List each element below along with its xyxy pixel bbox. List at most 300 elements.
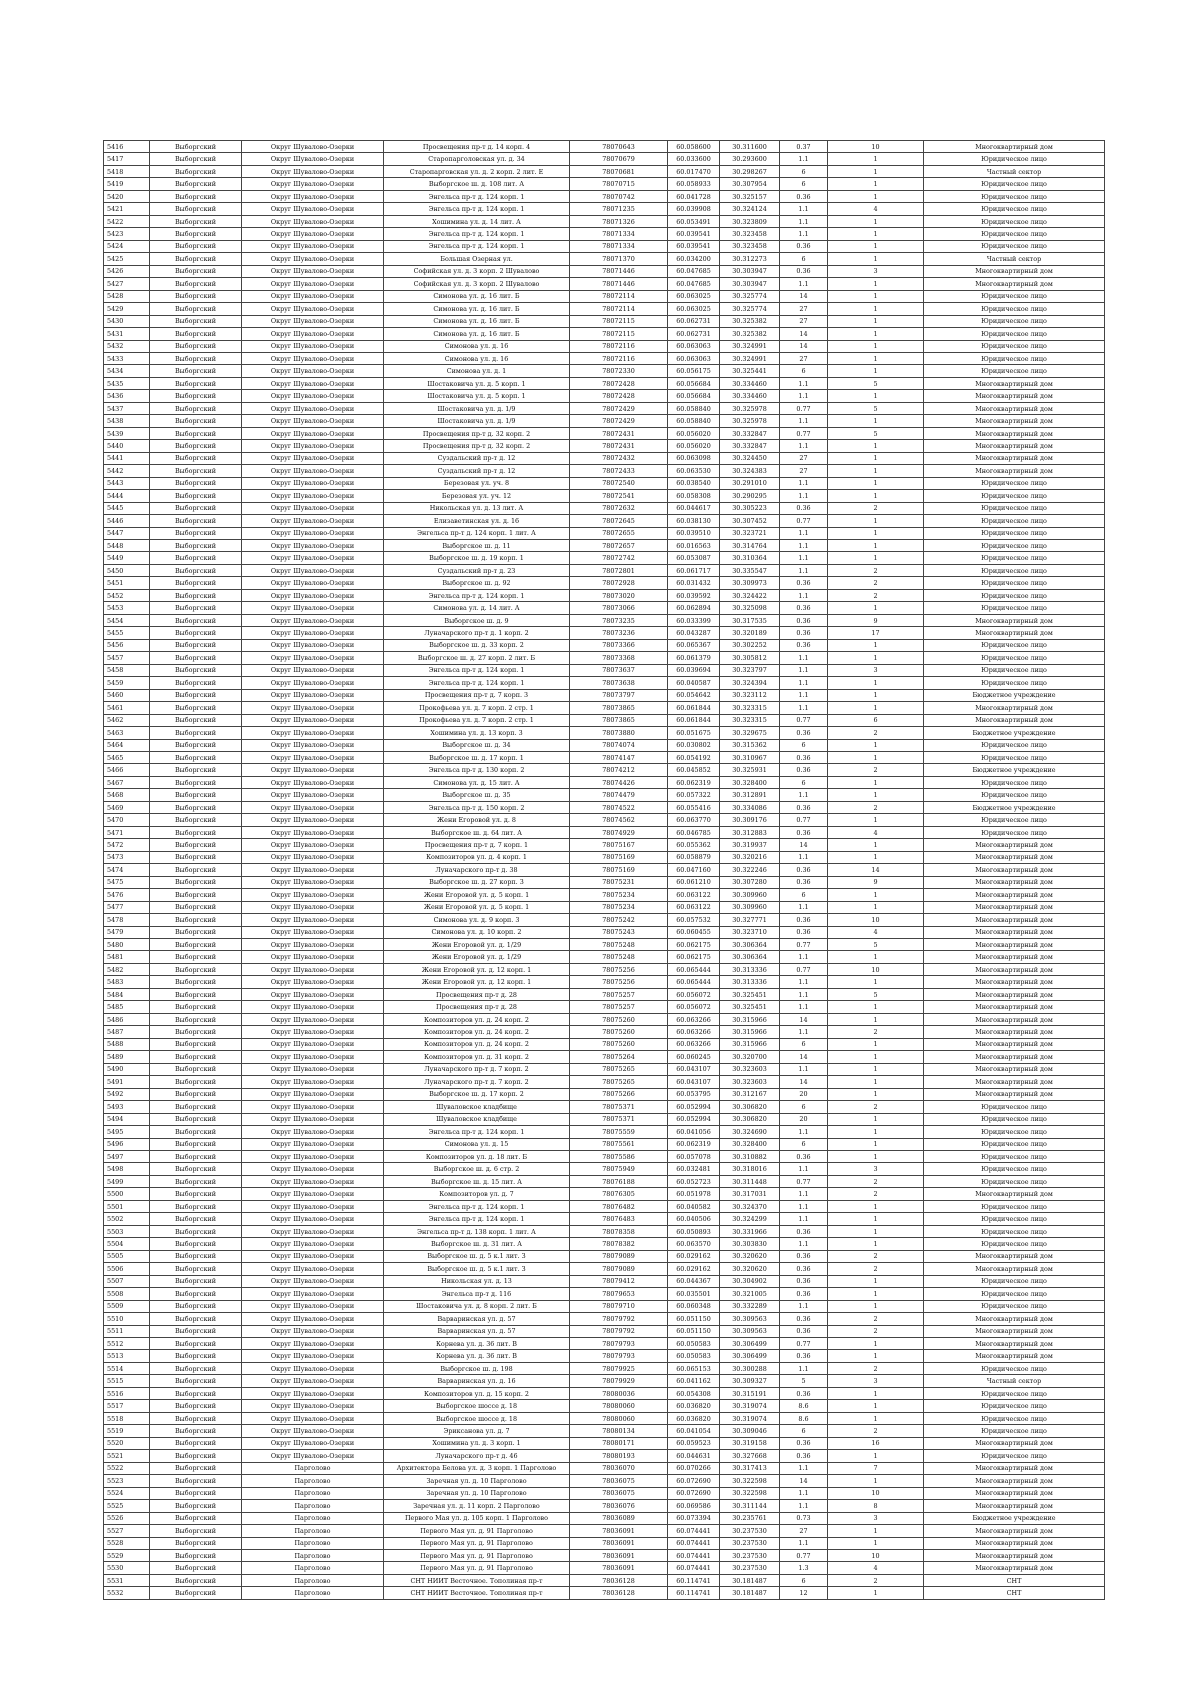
cell-district: Выборгский: [150, 1437, 242, 1449]
cell-district: Выборгский: [150, 1574, 242, 1586]
cell-latitude: 60.016563: [668, 540, 720, 552]
cell-object-code: 78036075: [570, 1475, 668, 1487]
cell-object-code: 78036091: [570, 1549, 668, 1561]
cell-consumer-type: Юридическое лицо: [924, 1225, 1105, 1237]
cell-latitude: 60.114741: [668, 1574, 720, 1586]
data-table: [103, 140, 1105, 1600]
cell-district: Выборгский: [150, 452, 242, 464]
cell-consumer-type: Многоквартирный дом: [924, 1051, 1105, 1063]
cell-district: Выборгский: [150, 1038, 242, 1050]
cell-consumer-type: Многоквартирный дом: [924, 1088, 1105, 1100]
cell-address: Энгельса пр-т д. 124 корп. 1: [384, 1200, 570, 1212]
cell-object-code: 78075586: [570, 1150, 668, 1162]
table-row: [104, 303, 1105, 315]
cell-address: Выборгское шоссе д. 18: [384, 1412, 570, 1424]
cell-latitude: 60.041728: [668, 190, 720, 202]
table-row: [104, 702, 1105, 714]
cell-district: Выборгский: [150, 203, 242, 215]
cell-object-code: 78072632: [570, 502, 668, 514]
cell-address: Варваринская ул. д. 16: [384, 1375, 570, 1387]
cell-latitude: 60.061717: [668, 564, 720, 576]
cell-row-number: 5475: [104, 876, 150, 888]
cell-municipality: Округ Шувалово-Озерки: [242, 652, 384, 664]
cell-municipality: Округ Шувалово-Озерки: [242, 1362, 384, 1374]
cell-power-value: 0.36: [780, 826, 828, 838]
cell-latitude: 60.057322: [668, 789, 720, 801]
cell-object-code: 78036075: [570, 1487, 668, 1499]
cell-consumer-type: Юридическое лицо: [924, 515, 1105, 527]
cell-object-code: 78072330: [570, 365, 668, 377]
cell-latitude: 60.029162: [668, 1263, 720, 1275]
cell-object-code: 78080171: [570, 1437, 668, 1449]
cell-consumer-type: Многоквартирный дом: [924, 1001, 1105, 1013]
cell-row-number: 5500: [104, 1188, 150, 1200]
table-row: [104, 614, 1105, 626]
cell-count: 1: [828, 839, 924, 851]
cell-district: Выборгский: [150, 402, 242, 414]
cell-longitude: 30.315966: [720, 1026, 780, 1038]
table-row: [104, 1313, 1105, 1325]
cell-longitude: 30.304902: [720, 1275, 780, 1287]
cell-longitude: 30.320216: [720, 851, 780, 863]
cell-municipality: Округ Шувалово-Озерки: [242, 814, 384, 826]
cell-longitude: 30.315191: [720, 1387, 780, 1399]
cell-address: Луначарского пр-т д. 7 корп. 2: [384, 1076, 570, 1088]
cell-row-number: 5436: [104, 390, 150, 402]
cell-consumer-type: Юридическое лицо: [924, 1412, 1105, 1424]
cell-municipality: Округ Шувалово-Озерки: [242, 951, 384, 963]
cell-power-value: 1.1: [780, 702, 828, 714]
cell-longitude: 30.323797: [720, 664, 780, 676]
cell-object-code: 78075257: [570, 988, 668, 1000]
cell-longitude: 30.324450: [720, 452, 780, 464]
cell-row-number: 5422: [104, 215, 150, 227]
cell-object-code: 78074212: [570, 764, 668, 776]
cell-row-number: 5445: [104, 502, 150, 514]
cell-count: 2: [828, 1188, 924, 1200]
cell-longitude: 30.319158: [720, 1437, 780, 1449]
cell-power-value: 0.36: [780, 801, 828, 813]
table-row: [104, 1387, 1105, 1399]
cell-count: 5: [828, 939, 924, 951]
cell-municipality: Парголово: [242, 1512, 384, 1524]
cell-address: Прокофьева ул. д. 7 корп. 2 стр. 1: [384, 714, 570, 726]
cell-latitude: 60.069586: [668, 1500, 720, 1512]
cell-consumer-type: Многоквартирный дом: [924, 1500, 1105, 1512]
cell-municipality: Округ Шувалово-Озерки: [242, 976, 384, 988]
cell-count: 1: [828, 901, 924, 913]
cell-address: Суздальский пр-т д. 12: [384, 452, 570, 464]
cell-address: Первого Мая ул. д. 91 Парголово: [384, 1537, 570, 1549]
cell-consumer-type: Юридическое лицо: [924, 776, 1105, 788]
cell-longitude: 30.334460: [720, 377, 780, 389]
cell-power-value: 1.1: [780, 215, 828, 227]
cell-object-code: 78075231: [570, 876, 668, 888]
cell-municipality: Округ Шувалово-Озерки: [242, 739, 384, 751]
table-row: [104, 951, 1105, 963]
cell-longitude: 30.237530: [720, 1525, 780, 1537]
table-row: [104, 365, 1105, 377]
cell-row-number: 5427: [104, 278, 150, 290]
cell-consumer-type: Юридическое лицо: [924, 577, 1105, 589]
cell-power-value: 1.1: [780, 988, 828, 1000]
cell-latitude: 60.060348: [668, 1300, 720, 1312]
cell-row-number: 5437: [104, 402, 150, 414]
cell-municipality: Округ Шувалово-Озерки: [242, 552, 384, 564]
cell-district: Выборгский: [150, 889, 242, 901]
table-row: [104, 1500, 1105, 1512]
cell-consumer-type: Многоквартирный дом: [924, 1549, 1105, 1561]
cell-address: Энгельса пр-т д. 124 корп. 1: [384, 1126, 570, 1138]
cell-longitude: 30.323458: [720, 228, 780, 240]
cell-count: 14: [828, 864, 924, 876]
cell-object-code: 78070715: [570, 178, 668, 190]
table-row: [104, 1088, 1105, 1100]
cell-power-value: 8.6: [780, 1412, 828, 1424]
cell-municipality: Округ Шувалово-Озерки: [242, 540, 384, 552]
cell-count: 4: [828, 1562, 924, 1574]
cell-power-value: 0.36: [780, 639, 828, 651]
cell-latitude: 60.039694: [668, 664, 720, 676]
table-row: [104, 1101, 1105, 1113]
cell-address: Первого Мая ул. д. 91 Парголово: [384, 1525, 570, 1537]
cell-district: Выборгский: [150, 141, 242, 153]
table-row: [104, 851, 1105, 863]
cell-municipality: Округ Шувалово-Озерки: [242, 1412, 384, 1424]
cell-municipality: Округ Шувалово-Озерки: [242, 1163, 384, 1175]
cell-district: Выборгский: [150, 614, 242, 626]
cell-row-number: 5499: [104, 1175, 150, 1187]
cell-count: 10: [828, 963, 924, 975]
cell-power-value: 0.77: [780, 427, 828, 439]
cell-power-value: 1.1: [780, 552, 828, 564]
cell-consumer-type: Многоквартирный дом: [924, 1437, 1105, 1449]
cell-row-number: 5494: [104, 1113, 150, 1125]
cell-municipality: Округ Шувалово-Озерки: [242, 1200, 384, 1212]
cell-power-value: 0.36: [780, 1263, 828, 1275]
cell-object-code: 78079925: [570, 1362, 668, 1374]
cell-address: Симонова ул. д. 1: [384, 365, 570, 377]
cell-count: 1: [828, 702, 924, 714]
cell-power-value: 0.36: [780, 1250, 828, 1262]
cell-row-number: 5509: [104, 1300, 150, 1312]
cell-address: Композиторов ул. д. 24 корп. 2: [384, 1026, 570, 1038]
cell-count: 1: [828, 390, 924, 402]
cell-row-number: 5526: [104, 1512, 150, 1524]
cell-address: Выборгское ш. д. 5 к.1 лит. З: [384, 1263, 570, 1275]
cell-count: 1: [828, 303, 924, 315]
cell-longitude: 30.324299: [720, 1213, 780, 1225]
cell-address: Просвещения пр-т д. 32 корп. 2: [384, 427, 570, 439]
cell-longitude: 30.324394: [720, 677, 780, 689]
cell-consumer-type: Многоквартирный дом: [924, 889, 1105, 901]
cell-count: 10: [828, 1549, 924, 1561]
table-row: [104, 1001, 1105, 1013]
cell-latitude: 60.056072: [668, 1001, 720, 1013]
table-row: [104, 527, 1105, 539]
cell-address: Жени Егоровой ул. д. 8: [384, 814, 570, 826]
cell-power-value: 1.1: [780, 589, 828, 601]
cell-longitude: 30.323710: [720, 926, 780, 938]
cell-district: Выборгский: [150, 764, 242, 776]
cell-count: 1: [828, 1338, 924, 1350]
table-row: [104, 253, 1105, 265]
cell-latitude: 60.033600: [668, 153, 720, 165]
cell-power-value: 1.1: [780, 652, 828, 664]
cell-object-code: 78075248: [570, 939, 668, 951]
cell-consumer-type: Юридическое лицо: [924, 1126, 1105, 1138]
cell-object-code: 78075169: [570, 864, 668, 876]
cell-power-value: 0.77: [780, 1338, 828, 1350]
cell-latitude: 60.060245: [668, 1051, 720, 1063]
table-row: [104, 1587, 1105, 1599]
cell-object-code: 78073366: [570, 639, 668, 651]
cell-municipality: Округ Шувалово-Озерки: [242, 178, 384, 190]
cell-municipality: Округ Шувалово-Озерки: [242, 1325, 384, 1337]
cell-latitude: 60.063063: [668, 340, 720, 352]
cell-municipality: Округ Шувалово-Озерки: [242, 1026, 384, 1038]
table-row: [104, 278, 1105, 290]
cell-row-number: 5507: [104, 1275, 150, 1287]
cell-power-value: 0.77: [780, 402, 828, 414]
cell-longitude: 30.307954: [720, 178, 780, 190]
cell-power-value: 0.36: [780, 1225, 828, 1237]
cell-longitude: 30.309960: [720, 901, 780, 913]
cell-municipality: Округ Шувалово-Озерки: [242, 1338, 384, 1350]
table-row: [104, 627, 1105, 639]
cell-municipality: Округ Шувалово-Озерки: [242, 240, 384, 252]
cell-row-number: 5429: [104, 303, 150, 315]
cell-count: 2: [828, 1263, 924, 1275]
table-row: [104, 328, 1105, 340]
cell-latitude: 60.058600: [668, 141, 720, 153]
cell-object-code: 78036076: [570, 1500, 668, 1512]
cell-district: Выборгский: [150, 664, 242, 676]
cell-municipality: Округ Шувалово-Озерки: [242, 963, 384, 975]
cell-power-value: 0.36: [780, 190, 828, 202]
cell-municipality: Округ Шувалово-Озерки: [242, 440, 384, 452]
cell-object-code: 78074522: [570, 801, 668, 813]
cell-row-number: 5479: [104, 926, 150, 938]
cell-latitude: 60.054192: [668, 751, 720, 763]
cell-object-code: 78074426: [570, 776, 668, 788]
cell-row-number: 5521: [104, 1450, 150, 1462]
table-row: [104, 1400, 1105, 1412]
cell-municipality: Округ Шувалово-Озерки: [242, 490, 384, 502]
cell-address: Выборгское ш. д. 27 корп. 3: [384, 876, 570, 888]
cell-district: Выборгский: [150, 253, 242, 265]
table-row: [104, 1475, 1105, 1487]
cell-district: Выборгский: [150, 515, 242, 527]
cell-count: 1: [828, 328, 924, 340]
cell-district: Выборгский: [150, 1400, 242, 1412]
cell-count: 1: [828, 515, 924, 527]
table-row: [104, 228, 1105, 240]
cell-longitude: 30.324124: [720, 203, 780, 215]
cell-row-number: 5419: [104, 178, 150, 190]
cell-longitude: 30.306364: [720, 951, 780, 963]
cell-count: 1: [828, 527, 924, 539]
cell-object-code: 78072540: [570, 477, 668, 489]
cell-latitude: 60.039592: [668, 589, 720, 601]
cell-row-number: 5457: [104, 652, 150, 664]
cell-latitude: 60.062175: [668, 951, 720, 963]
cell-district: Выборгский: [150, 1350, 242, 1362]
cell-object-code: 78080193: [570, 1450, 668, 1462]
cell-object-code: 78076188: [570, 1175, 668, 1187]
cell-longitude: 30.329675: [720, 727, 780, 739]
table-row: [104, 1338, 1105, 1350]
table-row: [104, 1375, 1105, 1387]
cell-count: 1: [828, 215, 924, 227]
cell-municipality: Округ Шувалово-Озерки: [242, 1126, 384, 1138]
cell-row-number: 5438: [104, 415, 150, 427]
cell-longitude: 30.325098: [720, 602, 780, 614]
cell-address: Старопарговская ул. д. 2 корп. 2 лит. Е: [384, 165, 570, 177]
cell-object-code: 78036089: [570, 1512, 668, 1524]
cell-count: 6: [828, 714, 924, 726]
cell-object-code: 78073865: [570, 702, 668, 714]
table-row: [104, 602, 1105, 614]
table-row: [104, 727, 1105, 739]
cell-count: 1: [828, 1150, 924, 1162]
cell-row-number: 5483: [104, 976, 150, 988]
cell-count: 1: [828, 639, 924, 651]
cell-power-value: 1.1: [780, 1462, 828, 1474]
cell-row-number: 5481: [104, 951, 150, 963]
cell-count: 1: [828, 165, 924, 177]
cell-object-code: 78073797: [570, 689, 668, 701]
cell-latitude: 60.063025: [668, 290, 720, 302]
cell-object-code: 78079710: [570, 1300, 668, 1312]
table-row: [104, 352, 1105, 364]
cell-latitude: 60.062894: [668, 602, 720, 614]
cell-longitude: 30.323315: [720, 714, 780, 726]
cell-consumer-type: Юридическое лицо: [924, 789, 1105, 801]
cell-latitude: 60.053491: [668, 215, 720, 227]
cell-count: 10: [828, 914, 924, 926]
cell-object-code: 78036091: [570, 1537, 668, 1549]
cell-count: 4: [828, 826, 924, 838]
cell-power-value: 1.1: [780, 1063, 828, 1075]
cell-longitude: 30.309176: [720, 814, 780, 826]
cell-address: Просвещения пр-т д. 28: [384, 1001, 570, 1013]
cell-count: 1: [828, 552, 924, 564]
cell-municipality: Округ Шувалово-Озерки: [242, 1101, 384, 1113]
cell-power-value: 0.36: [780, 577, 828, 589]
table-row: [104, 390, 1105, 402]
table-row: [104, 402, 1105, 414]
cell-consumer-type: Юридическое лицо: [924, 1163, 1105, 1175]
cell-latitude: 60.041054: [668, 1425, 720, 1437]
cell-consumer-type: Многоквартирный дом: [924, 390, 1105, 402]
cell-latitude: 60.073394: [668, 1512, 720, 1524]
cell-count: 1: [828, 278, 924, 290]
cell-latitude: 60.046785: [668, 826, 720, 838]
cell-district: Выборгский: [150, 1487, 242, 1499]
cell-power-value: 6: [780, 1038, 828, 1050]
cell-longitude: 30.311448: [720, 1175, 780, 1187]
cell-count: 1: [828, 1238, 924, 1250]
cell-object-code: 78072115: [570, 315, 668, 327]
table-row: [104, 963, 1105, 975]
cell-power-value: 0.36: [780, 864, 828, 876]
cell-consumer-type: Многоквартирный дом: [924, 1313, 1105, 1325]
cell-district: Выборгский: [150, 1412, 242, 1424]
cell-power-value: 5: [780, 1375, 828, 1387]
cell-municipality: Округ Шувалово-Озерки: [242, 328, 384, 340]
cell-address: Шуваловское кладбище: [384, 1101, 570, 1113]
cell-address: Симонова ул. д. 16: [384, 352, 570, 364]
cell-municipality: Округ Шувалово-Озерки: [242, 939, 384, 951]
cell-district: Выборгский: [150, 1013, 242, 1025]
table-row: [104, 677, 1105, 689]
cell-address: Энгельса пр-т д. 124 корп. 1: [384, 203, 570, 215]
cell-district: Выборгский: [150, 303, 242, 315]
table-row: [104, 926, 1105, 938]
cell-municipality: Округ Шувалово-Озерки: [242, 1051, 384, 1063]
cell-district: Выборгский: [150, 851, 242, 863]
cell-row-number: 5495: [104, 1126, 150, 1138]
cell-municipality: Округ Шувалово-Озерки: [242, 577, 384, 589]
cell-latitude: 60.051675: [668, 727, 720, 739]
cell-latitude: 60.063266: [668, 1013, 720, 1025]
cell-district: Выборгский: [150, 714, 242, 726]
cell-district: Выборгский: [150, 1300, 242, 1312]
cell-municipality: Округ Шувалово-Озерки: [242, 1188, 384, 1200]
cell-consumer-type: Многоквартирный дом: [924, 1562, 1105, 1574]
cell-address: Симонова ул. д. 16 лит. Б: [384, 328, 570, 340]
cell-power-value: 1.1: [780, 901, 828, 913]
table-row: [104, 465, 1105, 477]
cell-address: Софийская ул. д. 3 корп. 2 Шувалово: [384, 265, 570, 277]
cell-district: Выборгский: [150, 1288, 242, 1300]
cell-row-number: 5473: [104, 851, 150, 863]
cell-power-value: 1.1: [780, 440, 828, 452]
cell-row-number: 5531: [104, 1574, 150, 1586]
table-row: [104, 1288, 1105, 1300]
cell-count: 1: [828, 1063, 924, 1075]
cell-row-number: 5474: [104, 864, 150, 876]
cell-consumer-type: Юридическое лицо: [924, 1238, 1105, 1250]
cell-latitude: 60.031432: [668, 577, 720, 589]
cell-row-number: 5491: [104, 1076, 150, 1088]
cell-municipality: Округ Шувалово-Озерки: [242, 839, 384, 851]
cell-power-value: 0.36: [780, 914, 828, 926]
cell-power-value: 27: [780, 303, 828, 315]
cell-district: Выборгский: [150, 939, 242, 951]
cell-object-code: 78071334: [570, 240, 668, 252]
cell-district: Выборгский: [150, 976, 242, 988]
table-body: [104, 141, 1105, 1600]
cell-power-value: 0.77: [780, 1549, 828, 1561]
cell-count: 1: [828, 352, 924, 364]
cell-municipality: Округ Шувалово-Озерки: [242, 639, 384, 651]
cell-municipality: Округ Шувалово-Озерки: [242, 1175, 384, 1187]
cell-district: Выборгский: [150, 739, 242, 751]
cell-consumer-type: Юридическое лицо: [924, 652, 1105, 664]
cell-latitude: 60.039541: [668, 228, 720, 240]
table-row: [104, 290, 1105, 302]
cell-power-value: 0.36: [780, 502, 828, 514]
cell-longitude: 30.237530: [720, 1549, 780, 1561]
cell-district: Выборгский: [150, 1150, 242, 1162]
cell-consumer-type: Юридическое лицо: [924, 639, 1105, 651]
cell-object-code: 78076483: [570, 1213, 668, 1225]
cell-address: Композиторов ул. д. 31 корп. 2: [384, 1051, 570, 1063]
cell-row-number: 5502: [104, 1213, 150, 1225]
cell-power-value: 1.1: [780, 851, 828, 863]
